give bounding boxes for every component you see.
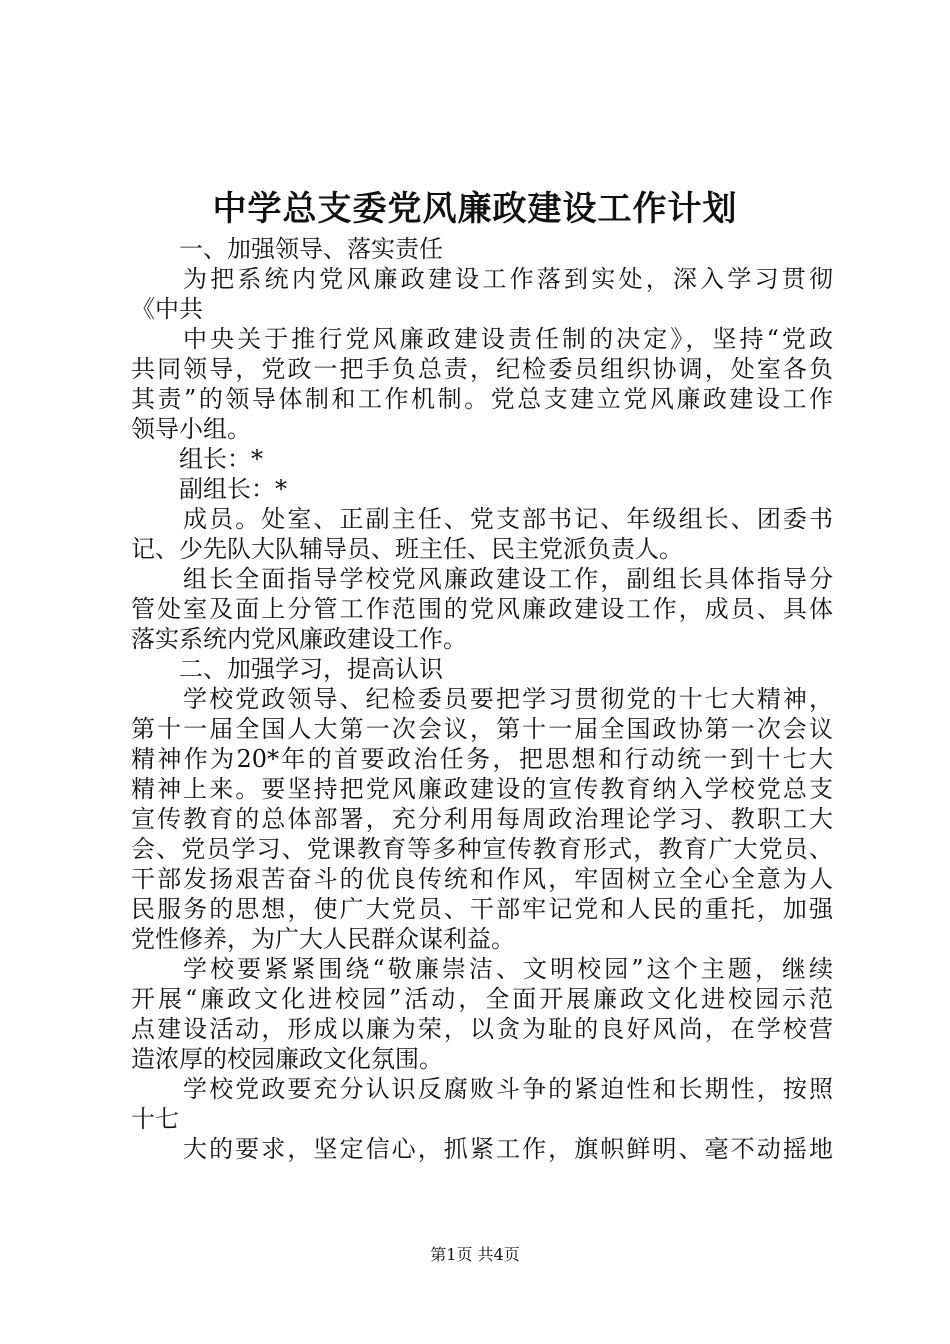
text-line: 成员。处室、正副主任、党支部书记、年级组长、团委书 <box>183 505 833 533</box>
text-line: 学校党政要充分认识反腐败斗争的紧迫性和长期性，按照 <box>183 1075 833 1103</box>
text-line: 组长全面指导学校党风廉政建设工作，副组长具体指导分 <box>183 565 833 593</box>
section-heading-2: 二、加强学习，提高认识 <box>179 655 443 683</box>
document-body <box>131 234 833 1164</box>
text-line: 党性修养，为广大人民群众谋利益。 <box>131 925 515 953</box>
text-line: 精神上来。要坚持把党风廉政建设的宣传教育纳入学校党总支 <box>131 775 833 803</box>
text-line: 精神作为20*年的首要政治任务，把思想和行动统一到十七大 <box>131 745 833 773</box>
section-heading-1: 一、加强领导、落实责任 <box>179 235 443 263</box>
text-line: 其责”的领导体制和工作机制。党总支建立党风廉政建设工作 <box>131 385 833 413</box>
text-line: 开展“廉政文化进校园”活动，全面开展廉政文化进校园示范 <box>131 985 833 1013</box>
text-line: 共同领导，党政一把手负总责，纪检委员组织协调，处室各负 <box>131 355 833 383</box>
text-line: 《中共 <box>131 295 203 323</box>
text-line: 落实系统内党风廉政建设工作。 <box>131 625 467 653</box>
text-line: 会、党员学习、党课教育等多种宣传教育形式，教育广大党员、 <box>131 835 833 863</box>
text-line: 点建设活动，形成以廉为荣，以贪为耻的良好风尚，在学校营 <box>131 1015 833 1043</box>
text-line: 宣传教育的总体部署，充分利用每周政治理论学习、教职工大 <box>131 805 833 833</box>
text-line: 第十一届全国人大第一次会议，第十一届全国政协第一次会议 <box>131 715 833 743</box>
text-line: 管处室及面上分管工作范围的党风廉政建设工作，成员、具体 <box>131 595 833 623</box>
document-title: 中学总支委党风廉政建设工作计划 <box>212 189 738 229</box>
text-line: 为把系统内党风廉政建设工作落到实处，深入学习贯彻 <box>183 265 833 293</box>
text-line: 副组长：* <box>179 475 287 503</box>
text-line: 民服务的思想，使广大党员、干部牢记党和人民的重托，加强 <box>131 895 833 923</box>
text-line: 记、少先队大队辅导员、班主任、民主党派负责人。 <box>131 535 683 563</box>
text-line: 学校党政领导、纪检委员要把学习贯彻党的十七大精神， <box>183 685 833 713</box>
page-number-footer: 第1页 共4页 <box>430 1245 520 1264</box>
text-line: 造浓厚的校园廉政文化氛围。 <box>131 1045 443 1073</box>
text-line: 干部发扬艰苦奋斗的优良传统和作风，牢固树立全心全意为人 <box>131 865 833 893</box>
text-line: 领导小组。 <box>131 415 251 443</box>
text-line: 十七 <box>131 1105 179 1133</box>
text-line: 大的要求，坚定信心，抓紧工作，旗帜鲜明、毫不动摇地 <box>183 1135 833 1163</box>
text-line: 学校要紧紧围绕“敬廉崇洁、文明校园”这个主题，继续 <box>183 955 833 983</box>
text-line: 中央关于推行党风廉政建设责任制的决定》，坚持“党政 <box>183 325 833 353</box>
text-line: 组长：* <box>179 445 263 473</box>
